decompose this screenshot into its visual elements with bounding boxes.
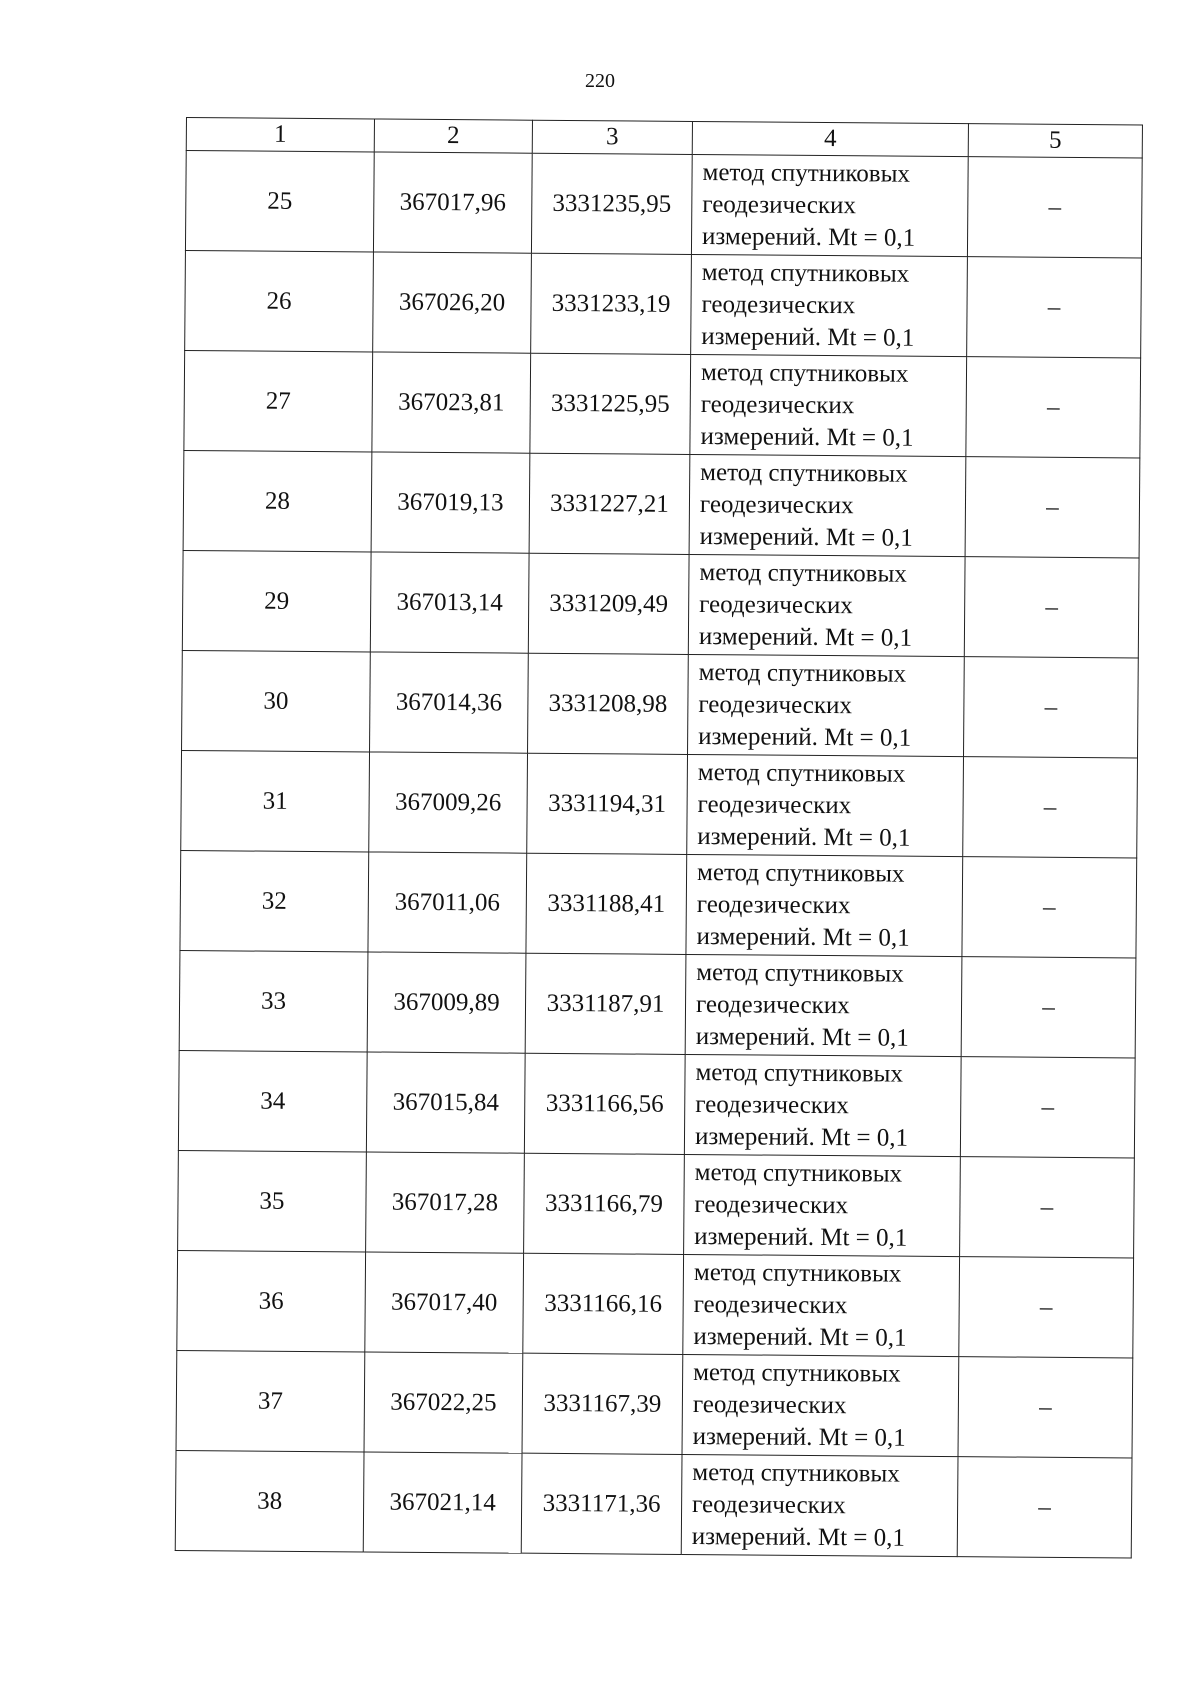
header-col-2: 2 <box>374 119 532 153</box>
point-number: 27 <box>184 350 373 451</box>
table-row <box>177 1250 1134 1358</box>
coord-x: 367022,25 <box>364 1352 523 1453</box>
coord-y: 3331225,95 <box>530 353 691 454</box>
coord-x: 367014,36 <box>370 652 529 753</box>
coord-y: 3331233,19 <box>531 253 692 354</box>
note: – <box>962 857 1137 958</box>
method-description: метод спутниковых геодезических измерений. Mt = 0,1 <box>689 454 966 556</box>
coord-x: 367019,13 <box>371 452 530 553</box>
note: – <box>966 357 1141 458</box>
method-description: метод спутниковых геодезических измерений. Mt = 0,1 <box>687 754 964 856</box>
method-description: метод спутниковых геодезических измерений. Mt = 0,1 <box>691 254 968 356</box>
note: – <box>960 1157 1135 1258</box>
table-row <box>181 750 1138 858</box>
coord-x: 367017,96 <box>373 152 532 253</box>
coord-y: 3331166,79 <box>524 1153 685 1254</box>
note: – <box>964 657 1139 758</box>
method-description: метод спутниковых геодезических измерений. Mt = 0,1 <box>682 1354 959 1456</box>
coord-x: 367009,26 <box>369 752 528 853</box>
table-row <box>179 950 1136 1058</box>
method-description: метод спутниковых геодезических измерений. Mt = 0,1 <box>690 354 967 456</box>
point-number: 28 <box>183 450 372 551</box>
coord-y: 3331187,91 <box>525 953 686 1054</box>
point-number: 35 <box>178 1150 367 1251</box>
note: – <box>961 957 1136 1058</box>
table-row <box>176 1350 1133 1458</box>
point-number: 33 <box>179 950 368 1051</box>
header-col-5: 5 <box>968 124 1142 158</box>
coord-y: 3331227,21 <box>529 453 690 554</box>
table-row <box>185 250 1142 358</box>
point-number: 29 <box>182 550 371 651</box>
method-description: метод спутниковых геодезических измерений. Mt = 0,1 <box>683 1254 960 1356</box>
coord-y: 3331167,39 <box>522 1353 683 1454</box>
coord-x: 367015,84 <box>366 1052 525 1153</box>
method-description: метод спутниковых геодезических измерений. Mt = 0,1 <box>688 654 965 756</box>
table-body <box>175 151 1142 1558</box>
coord-x: 367021,14 <box>363 1452 522 1553</box>
note: – <box>963 757 1138 858</box>
coord-y: 3331209,49 <box>528 553 689 654</box>
table-row <box>183 450 1140 558</box>
coord-y: 3331194,31 <box>527 753 688 854</box>
note: – <box>958 1357 1133 1458</box>
coord-x: 367017,40 <box>365 1252 524 1353</box>
method-description: метод спутниковых геодезических измерений. Mt = 0,1 <box>688 554 965 656</box>
method-description: метод спутниковых геодезических измерений. Mt = 0,1 <box>685 954 962 1056</box>
point-number: 37 <box>176 1350 365 1451</box>
coord-x: 367026,20 <box>373 252 532 353</box>
note: – <box>967 257 1142 358</box>
coord-x: 367017,28 <box>366 1152 525 1253</box>
method-description: метод спутниковых геодезических измерений. Mt = 0,1 <box>691 154 968 256</box>
header-col-4: 4 <box>692 121 968 156</box>
point-number: 25 <box>185 151 374 252</box>
method-description: метод спутниковых геодезических измерений. Mt = 0,1 <box>686 854 963 956</box>
coord-y: 3331235,95 <box>531 153 692 254</box>
note: – <box>965 457 1140 558</box>
coord-x: 367023,81 <box>372 352 531 453</box>
coord-y: 3331208,98 <box>528 653 689 754</box>
coord-y: 3331166,16 <box>523 1253 684 1354</box>
point-number: 32 <box>180 850 369 951</box>
note: – <box>967 157 1142 258</box>
note: – <box>957 1457 1132 1558</box>
coord-y: 3331166,56 <box>524 1053 685 1154</box>
table-row <box>182 550 1139 658</box>
point-number: 34 <box>178 1050 367 1151</box>
point-number: 38 <box>175 1450 364 1551</box>
page-number: 220 <box>585 70 615 92</box>
header-col-3: 3 <box>532 120 692 154</box>
method-description: метод спутниковых геодезических измерений. Mt = 0,1 <box>681 1454 958 1556</box>
coord-y: 3331188,41 <box>526 853 687 954</box>
coord-x: 367013,14 <box>370 552 529 653</box>
note: – <box>964 557 1139 658</box>
table-row <box>180 850 1137 958</box>
coord-y: 3331171,36 <box>521 1453 682 1554</box>
point-number: 31 <box>181 750 370 851</box>
table-row <box>182 650 1139 758</box>
table-row <box>178 1150 1135 1258</box>
table-row <box>178 1050 1135 1158</box>
table-row <box>175 1450 1132 1558</box>
method-description: метод спутниковых геодезических измерений. Mt = 0,1 <box>684 1154 961 1256</box>
point-number: 36 <box>177 1250 366 1351</box>
header-col-1: 1 <box>186 118 374 152</box>
table-row <box>184 350 1141 458</box>
coord-x: 367009,89 <box>367 952 526 1053</box>
method-description: метод спутниковых геодезических измерений. Mt = 0,1 <box>684 1054 961 1156</box>
point-number: 30 <box>182 650 371 751</box>
coordinates-table <box>175 117 1143 1558</box>
table-row <box>185 151 1142 259</box>
point-number: 26 <box>185 250 374 351</box>
coord-x: 367011,06 <box>368 852 527 953</box>
note: – <box>959 1257 1134 1358</box>
note: – <box>960 1057 1135 1158</box>
